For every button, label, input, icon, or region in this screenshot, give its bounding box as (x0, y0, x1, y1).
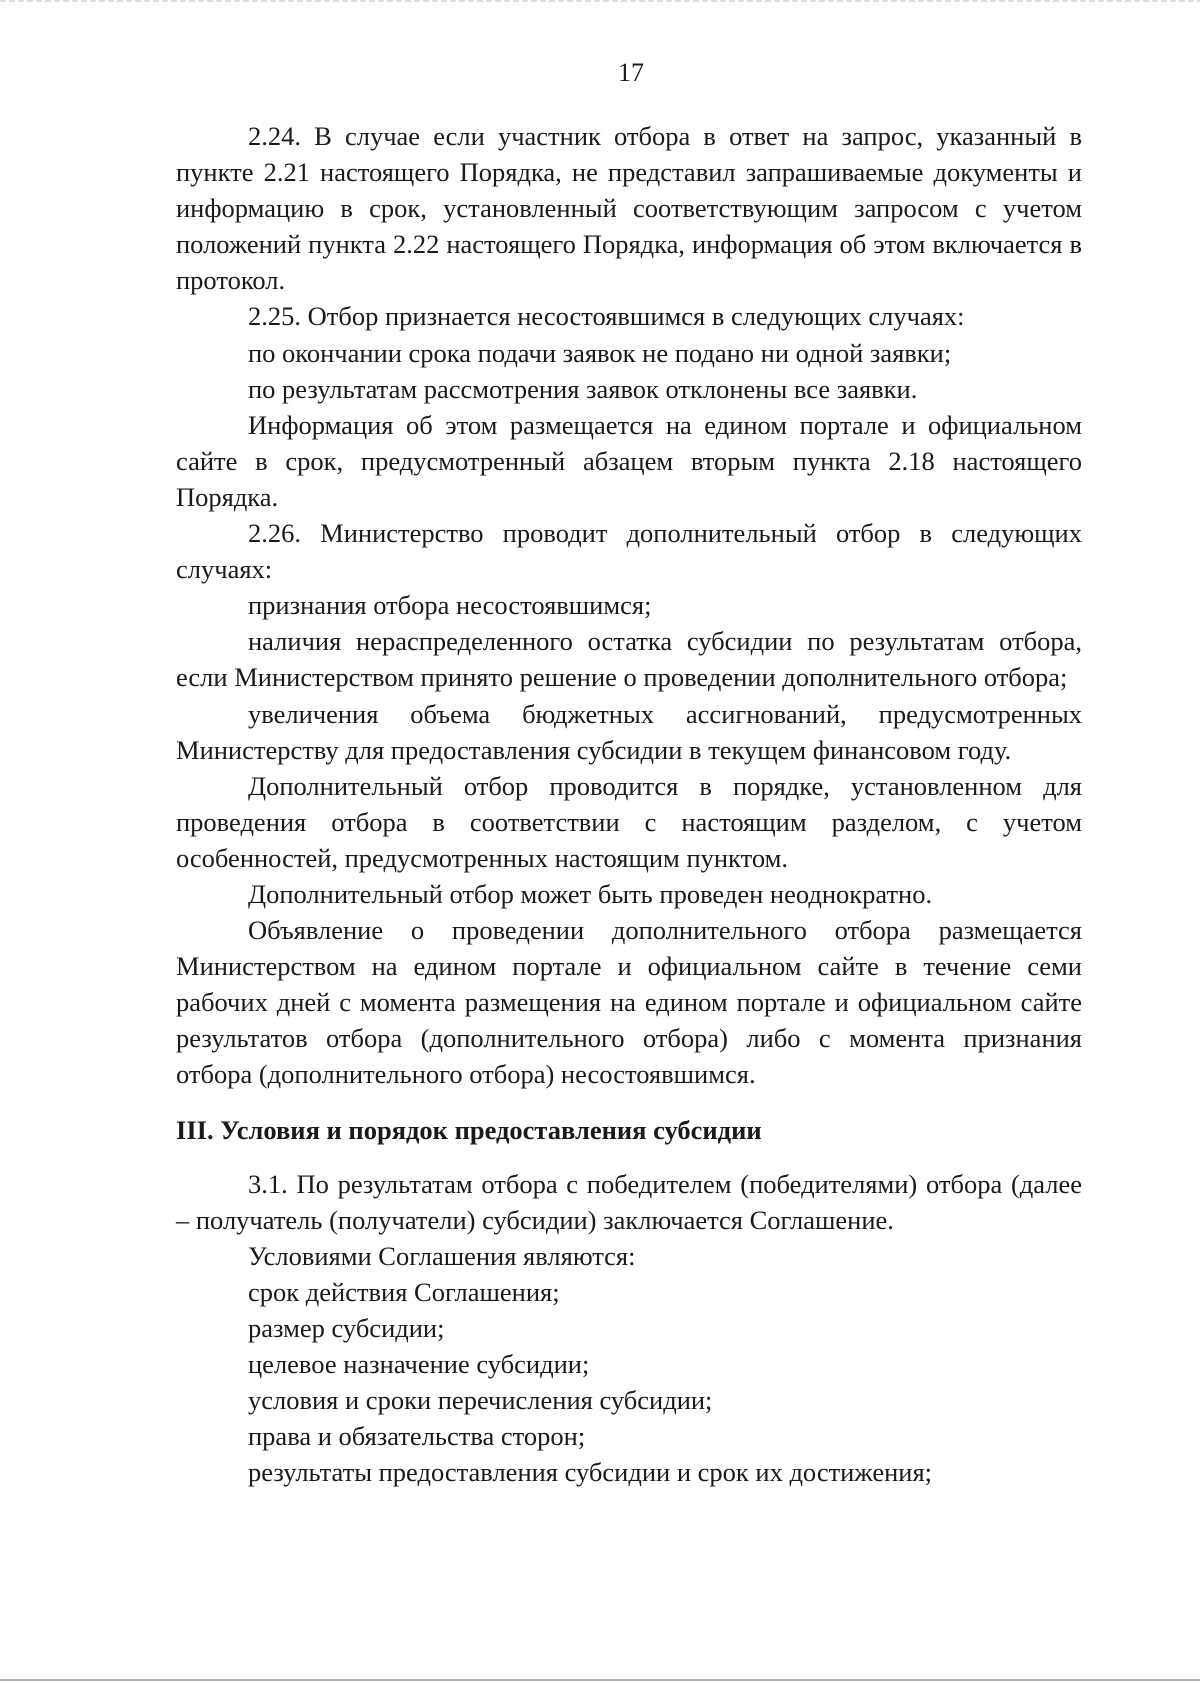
paragraph-2-26-case-1: признания отбора несостоявшимся; (248, 590, 652, 621)
section-heading: III. Условия и порядок предоставления субсидии (176, 1114, 762, 1145)
paragraph-2-24: 2.24. В случае если участник отбора в ответ на запрос, указанный в пункте 2.21 настоящего Порядка, не представил запрашиваемые документы и информацию в срок, установленный соответствующим запросом с учетом положений пункта 2.22 настоящего Порядка, информация об этом включается в протокол. (176, 121, 1082, 296)
agreement-condition-item: срок действия Соглашения; (248, 1276, 560, 1307)
paragraph-2-26-repeat: Дополнительный отбор может быть проведен неоднократно. (248, 878, 933, 909)
paragraph-2-26-announcement: Объявление о проведении дополнительного отбора размещается Министерством на едином портале и официальном сайте в течение семи рабочих дней с момента размещения на едином портале и официальном сайте результатов отбора (дополнительного отбора) либо с момента признания отбора (дополнительного отбора) несостоявшимся. (176, 915, 1082, 1090)
paragraph-2-26-case-2: наличия нераспределенного остатка субсидии по результатам отбора, если Министерством принято решение о проведении дополнительного отбора; (176, 626, 1082, 693)
agreement-conditions-intro: Условиями Соглашения являются: (248, 1240, 636, 1271)
paragraph-2-26: 2.26. Министерство проводит дополнительный отбор в следующих случаях: (176, 518, 1082, 585)
document-body (176, 118, 1082, 1490)
agreement-condition-item: условия и сроки перечисления субсидии; (248, 1385, 713, 1416)
paragraph-2-25-info: Информация об этом размещается на едином портале и официальном сайте в срок, предусмотренный абзацем вторым пункта 2.18 настоящего Порядка. (176, 409, 1082, 512)
agreement-condition-item: результаты предоставления субсидии и срок их достижения; (248, 1457, 933, 1488)
paragraph-2-25-case-1: по окончании срока подачи заявок не подано ни одной заявки; (248, 337, 952, 368)
agreement-condition-item: размер субсидии; (248, 1313, 445, 1343)
paragraph-2-26-procedure: Дополнительный отбор проводится в порядке, установленном для проведения отбора в соответствии с настоящим разделом, с учетом особенностей, предусмотренных настоящим пунктом. (176, 770, 1082, 873)
agreement-condition-item: целевое назначение субсидии; (248, 1349, 590, 1380)
page-number: 17 (618, 58, 644, 87)
paragraph-2-25: 2.25. Отбор признается несостоявшимся в следующих случаях: (248, 301, 965, 332)
paragraph-2-26-case-3: увеличения объема бюджетных ассигнований, предусмотренных Министерству для предоставления субсидии в текущем финансовом году. (176, 698, 1082, 765)
scan-bottom-edge (0, 1679, 1200, 1681)
agreement-condition-item: права и обязательства сторон; (248, 1421, 586, 1452)
paragraph-2-25-case-2: по результатам рассмотрения заявок отклонены все заявки. (248, 373, 918, 404)
scan-top-edge (0, 0, 1200, 2)
paragraph-3-1: 3.1. По результатам отбора с победителем (победителями) отбора (далее – получатель (получатели) субсидии) заключается Соглашение. (176, 1168, 1082, 1235)
